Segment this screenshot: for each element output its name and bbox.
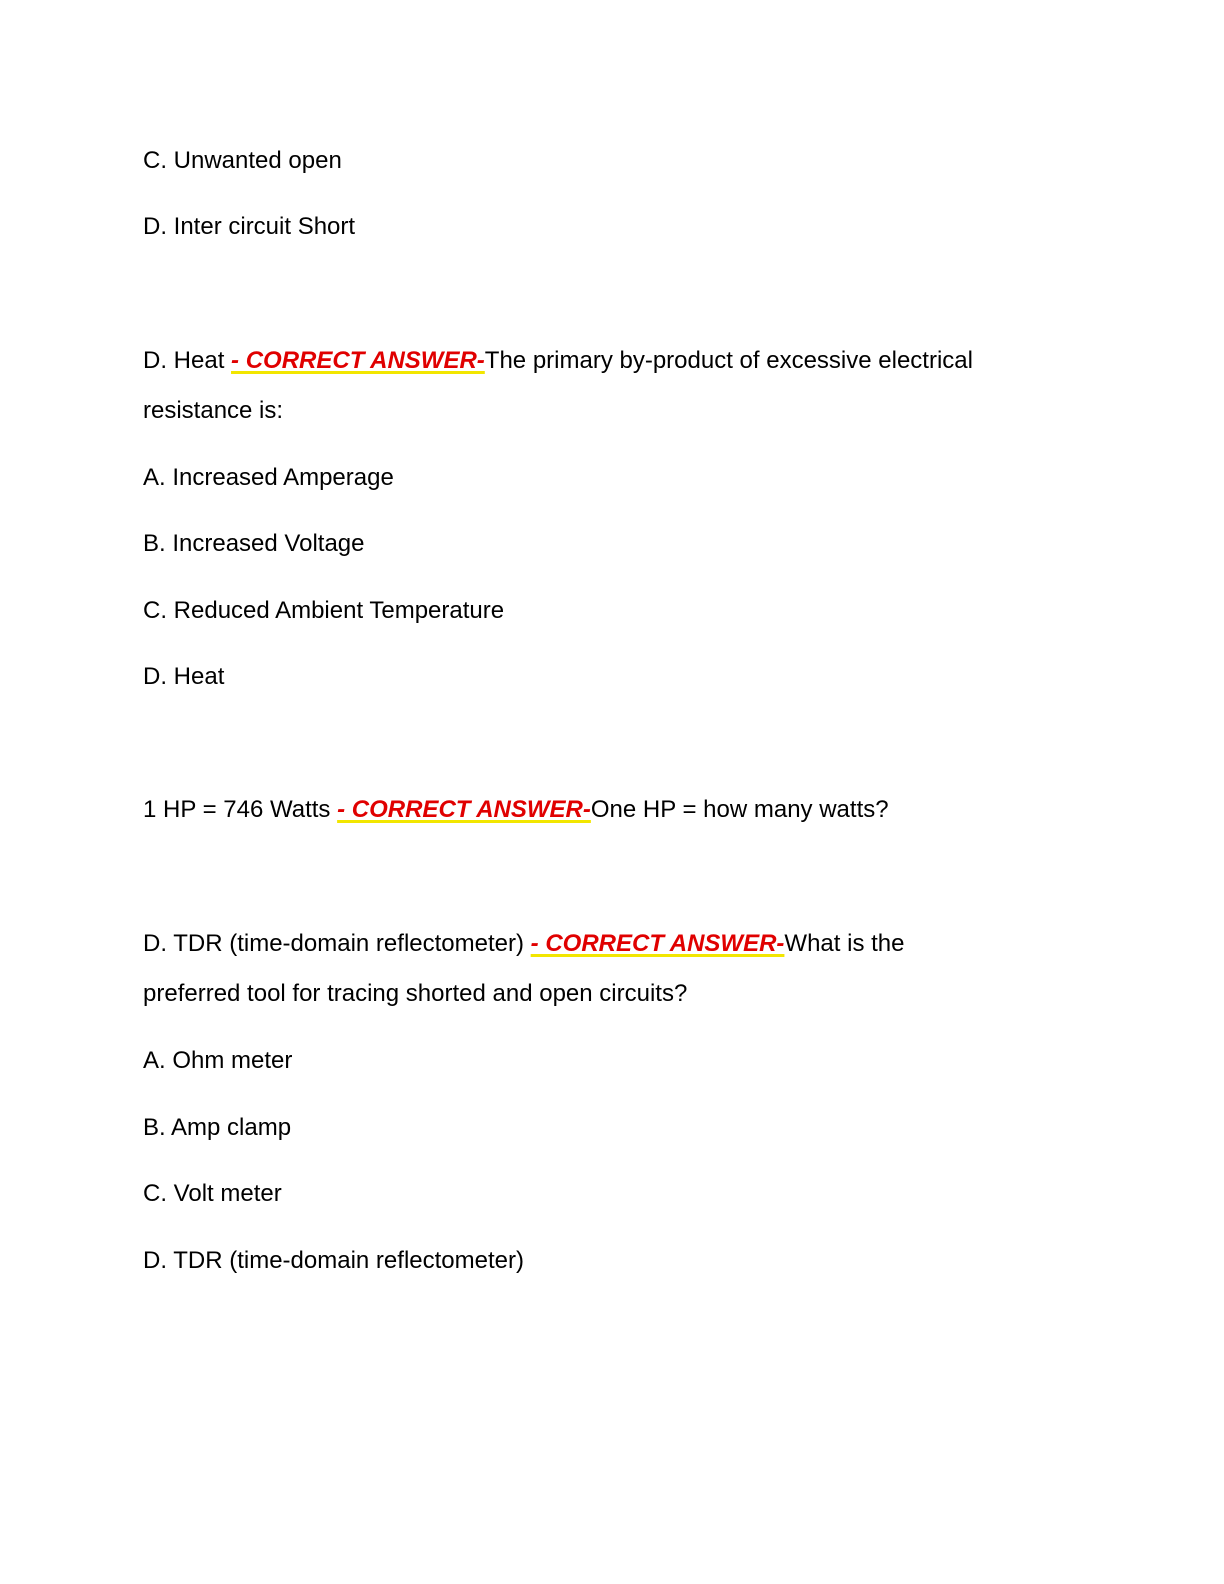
correct-answer-tag: - CORRECT ANSWER- [337,796,591,823]
option-line: D. Inter circuit Short [143,213,356,240]
option-line: A. Increased Amperage [143,464,394,491]
correct-answer-tag: - CORRECT ANSWER- [231,347,485,374]
question-continuation: preferred tool for tracing shorted and open circuits? [143,980,688,1007]
qa-line [143,346,973,376]
qa-line [143,795,889,825]
option-line: B. Increased Voltage [143,530,365,557]
answer-text: 1 HP = 746 Watts [143,796,338,823]
option-line: D. TDR (time-domain reflectometer) [143,1247,524,1274]
option-line: C. Unwanted open [143,147,342,174]
answer-text: D. Heat [143,347,232,374]
answer-text: D. TDR (time-domain reflectometer) [143,930,531,957]
qa-line [143,929,904,959]
option-line: C. Reduced Ambient Temperature [143,597,505,624]
question-text: What is the [784,930,905,957]
correct-answer-tag: - CORRECT ANSWER- [530,930,785,957]
question-continuation: resistance is: [143,397,284,424]
option-line: C. Volt meter [143,1180,282,1207]
question-text: The primary by-product of excessive electrical [484,347,973,374]
question-text: One HP = how many watts? [590,796,889,823]
option-line: D. Heat [143,663,225,690]
option-line: A. Ohm meter [143,1047,293,1074]
option-line: B. Amp clamp [143,1114,292,1141]
